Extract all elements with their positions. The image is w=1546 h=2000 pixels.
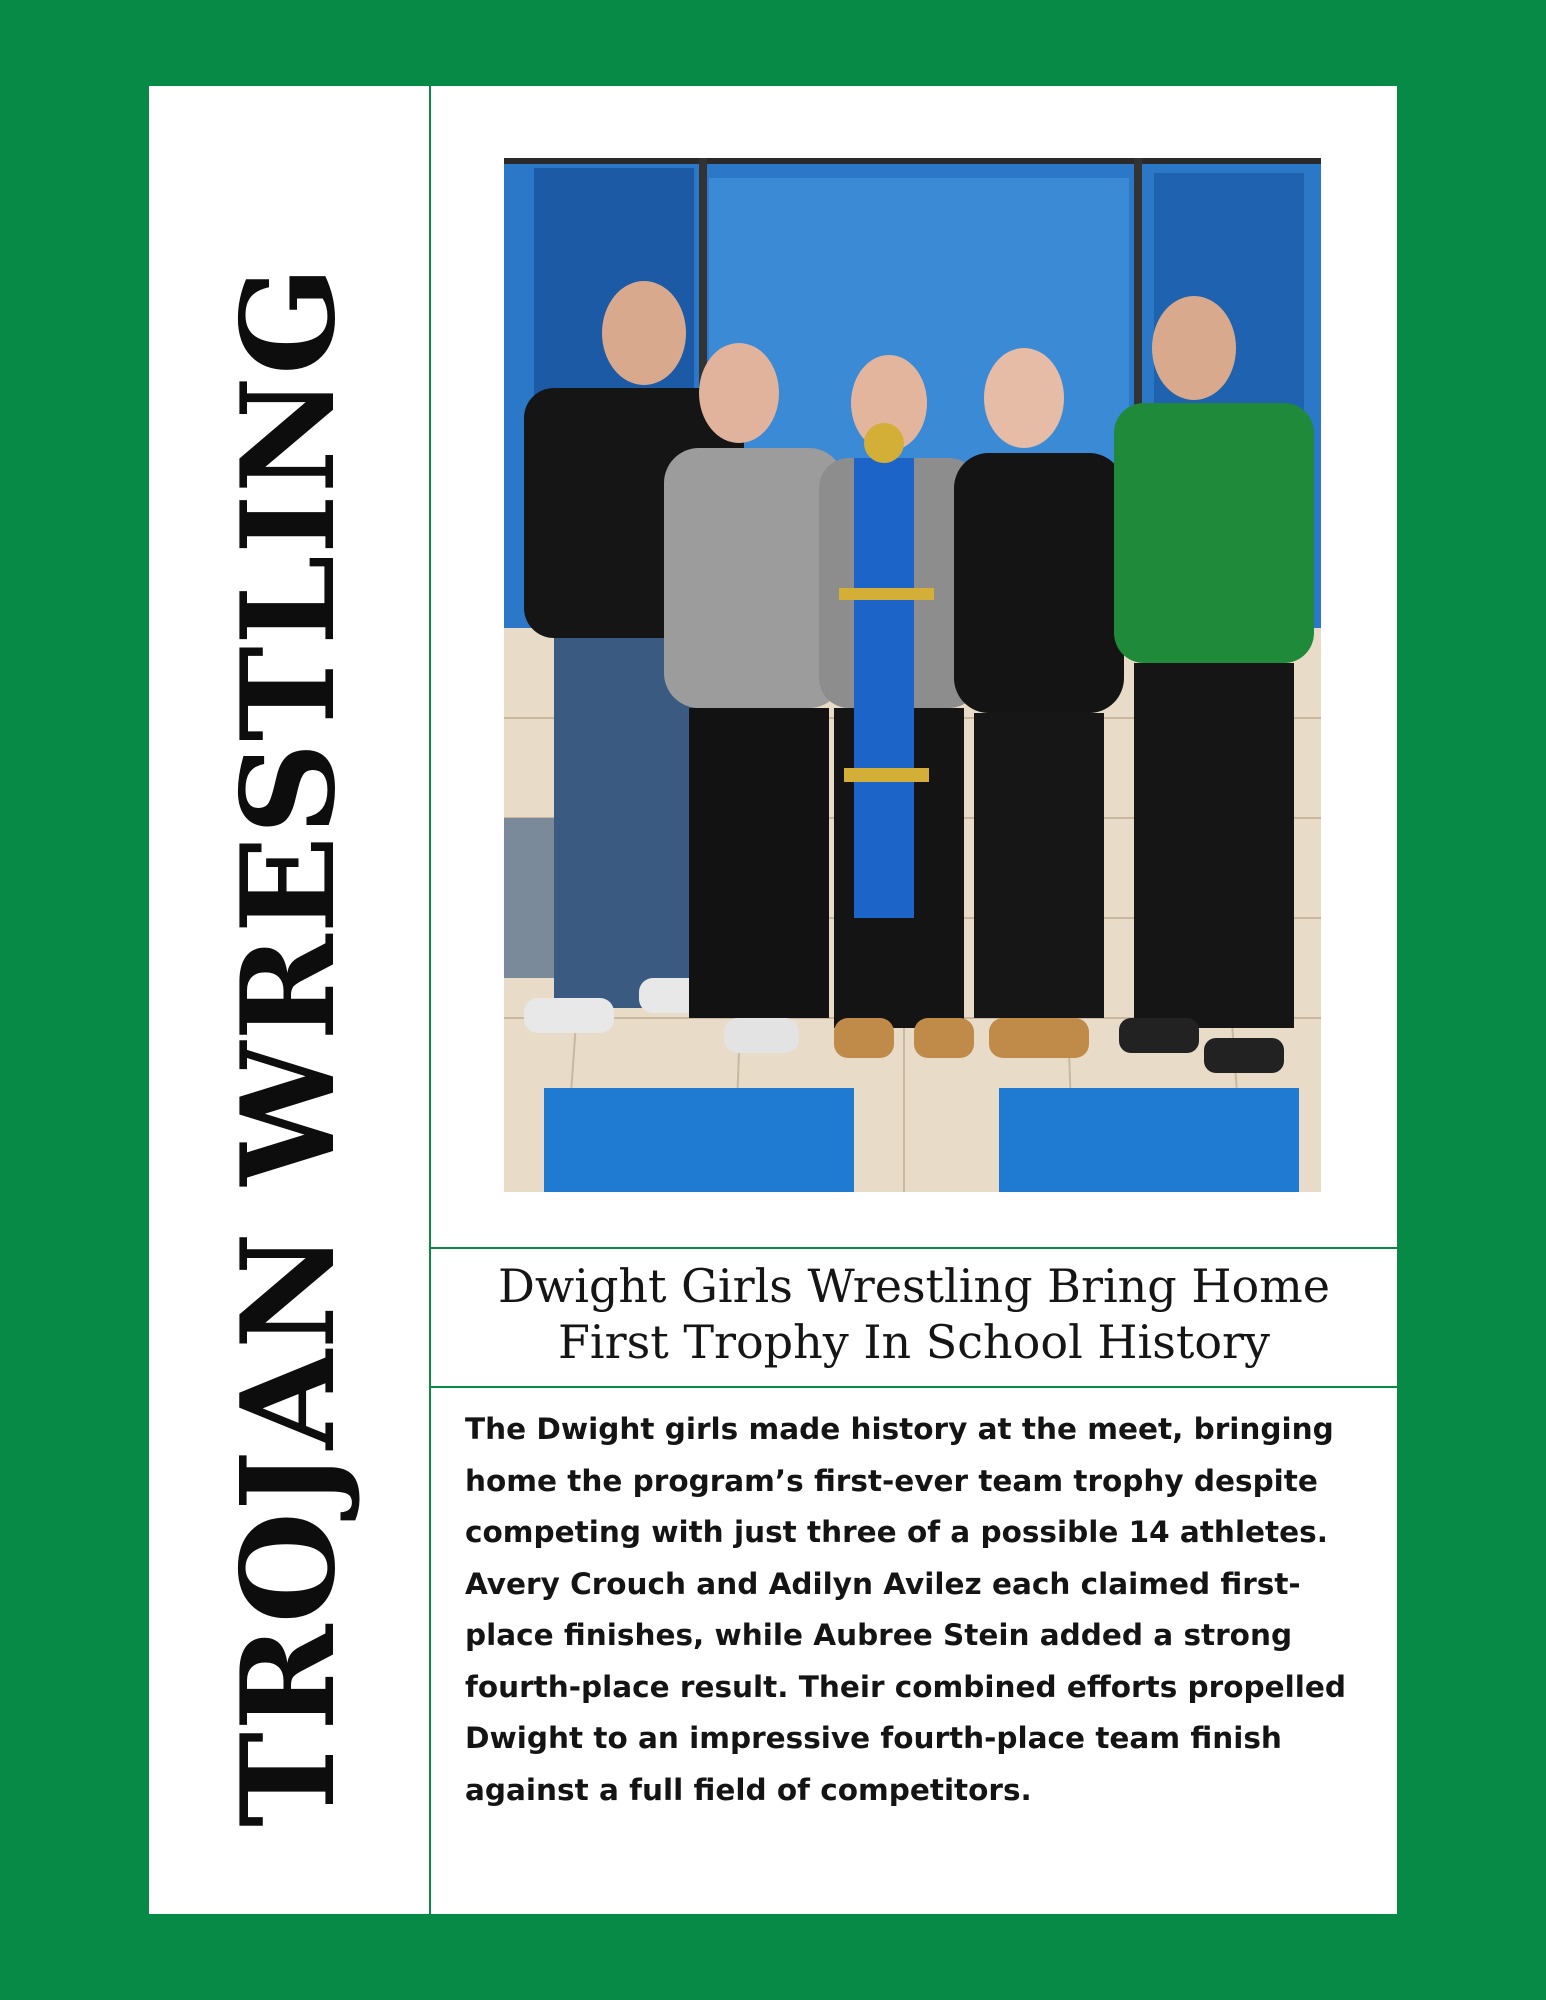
headline-top-rule — [431, 1247, 1397, 1249]
headline-bottom-rule — [431, 1386, 1397, 1388]
vertical-divider — [429, 86, 431, 1914]
sidebar — [149, 86, 429, 1914]
headline-line-1: Dwight Girls Wrestling Bring Home — [497, 1259, 1331, 1313]
poster-card — [149, 86, 1397, 1914]
team-photo — [504, 158, 1321, 1192]
headline — [431, 1258, 1397, 1370]
sidebar-title: TROJAN WRESTLING — [214, 264, 364, 1828]
headline-line-2: First Trophy In School History — [557, 1315, 1270, 1369]
article-body: The Dwight girls made history at the meet, bringing home the program’s first-ever team trophy despite competing with just three of a possible 14 athletes. Avery Crouch and Adilyn Avilez each claimed first-place finishes, while Aubree Stein added a strong fourth-place result. Their combined efforts propelled Dwight to an impressive fourth-place team finish against a full field of competitors. — [465, 1412, 1346, 1807]
